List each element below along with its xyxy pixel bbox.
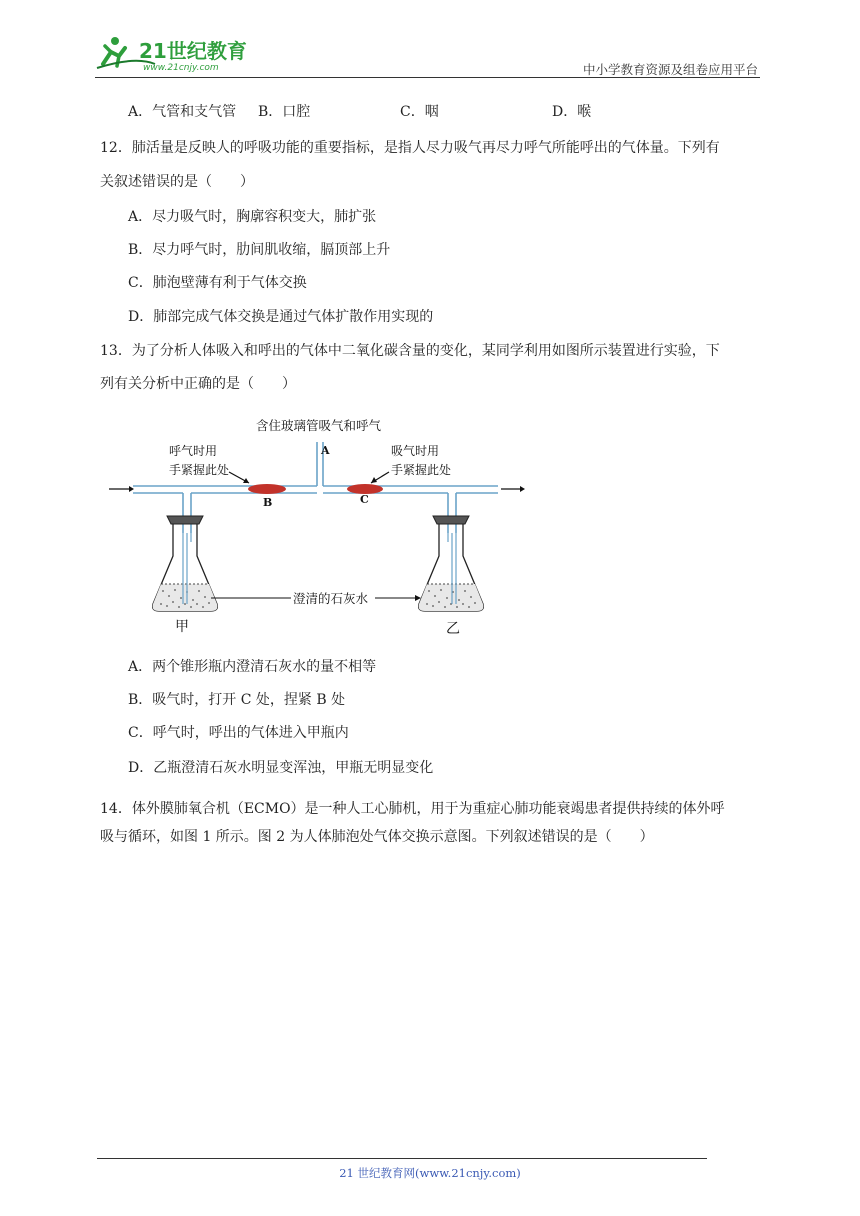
site-logo	[95, 34, 265, 74]
q13-stem-line2: 列有关分析中正确的是（ ）	[100, 376, 296, 392]
header-divider	[95, 77, 760, 78]
q13-apparatus-figure	[103, 408, 533, 640]
right-note-line2: 手紧握此处	[391, 463, 452, 477]
q11-option-b: B．口腔	[258, 104, 311, 120]
q12-option-b: B．尽力呼气时，肋间肌收缩，膈顶部上升	[128, 242, 391, 258]
q11-option-c: C．咽	[400, 104, 439, 120]
q13-option-c: C．呼气时，呼出的气体进入甲瓶内	[128, 725, 349, 741]
q14-stem-line1: 14．体外膜肺氧合机（ECMO）是一种人工心肺机，用于为重症心肺功能衰竭患者提供持续的体外呼	[100, 801, 725, 817]
footer-divider	[97, 1158, 707, 1159]
q11-option-a: A．气管和支气管	[128, 104, 237, 120]
water-label: 澄清的石灰水	[293, 591, 369, 606]
flask-left-label: 甲	[175, 619, 189, 635]
logo-url: www.21cnjy.com	[143, 63, 219, 73]
flask-right-label: 乙	[446, 621, 460, 637]
figure-label-b: B	[263, 496, 273, 509]
q13-option-a: A．两个锥形瓶内澄清石灰水的量不相等	[128, 659, 377, 675]
figure-label-a: A	[321, 444, 330, 457]
footer-text: 21 世纪教育网(www.21cnjy.com)	[339, 1166, 521, 1180]
right-note-line1: 吸气时用	[391, 444, 440, 458]
q14-stem-line2: 吸与循环，如图 1 所示。图 2 为人体肺泡处气体交换示意图。下列叙述错误的是（ ）	[100, 829, 654, 845]
left-note-line1: 呼气时用	[169, 444, 218, 458]
page-header	[95, 30, 760, 78]
q11-options	[128, 102, 591, 122]
grip-b	[248, 484, 286, 494]
left-note-line2: 手紧握此处	[169, 463, 230, 477]
figure-label-c: C	[360, 493, 369, 506]
header-platform-text: 中小学教育资源及组卷应用平台	[582, 62, 758, 77]
q12-option-d: D．肺部完成气体交换是通过气体扩散作用实现的	[128, 309, 434, 325]
q13-option-b: B．吸气时，打开 C 处，捏紧 B 处	[128, 692, 346, 708]
flask-left	[153, 516, 218, 611]
q12-stem-line1: 12．肺活量是反映人的呼吸功能的重要指标，是指人尽力吸气再尽力呼气所能呼出的气体量。下列有	[100, 140, 720, 156]
figure-top-label: 含住玻璃管吸气和呼气	[256, 418, 382, 433]
q11-option-d: D．喉	[552, 104, 592, 120]
q12-stem-line2: 关叙述错误的是（ ）	[100, 174, 254, 190]
q13-option-d: D．乙瓶澄清石灰水明显变浑浊，甲瓶无明显变化	[128, 760, 434, 776]
q13-stem-line1: 13．为了分析人体吸入和呼出的气体中二氧化碳含量的变化，某同学利用如图所示装置进行实验，下	[100, 343, 720, 359]
q12-option-c: C．肺泡壁薄有利于气体交换	[128, 275, 307, 291]
flask-right	[419, 516, 484, 611]
q12-option-a: A．尽力吸气时，胸廓容积变大，肺扩张	[128, 209, 377, 225]
logo-text: 21世纪教育	[139, 39, 247, 63]
